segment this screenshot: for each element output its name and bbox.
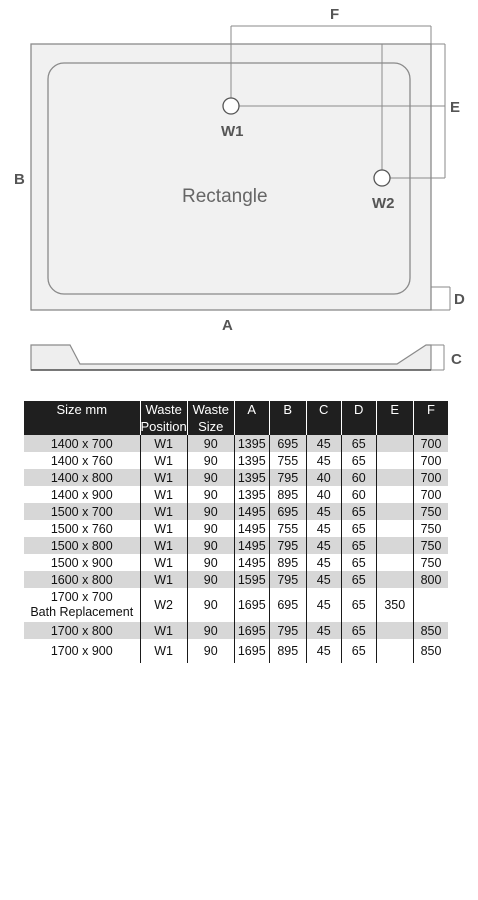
cell-e (376, 537, 413, 554)
cell-pos: W2 (140, 588, 187, 622)
cell-e (376, 520, 413, 537)
cell-size: 1500 x 900 (24, 554, 140, 571)
cell-f: 750 (420, 555, 442, 570)
table-row (24, 520, 448, 537)
cell-c: 40 (306, 486, 341, 503)
cell-size: 1400 x 800 (24, 469, 140, 486)
cell-size: 1700 x 800 (24, 622, 140, 639)
table-header-row (24, 401, 448, 435)
cell-c: 45 (306, 435, 341, 452)
cell-wsize: 90 (187, 469, 234, 486)
cell-a: 1695 (234, 622, 269, 639)
cell-wsize: 90 (187, 622, 234, 639)
table-row (24, 452, 448, 469)
cell-c: 45 (306, 571, 341, 588)
cell-pos: W1 (140, 537, 187, 554)
cell-d: 65 (341, 435, 376, 452)
header-b: B (269, 401, 306, 435)
cell-wsize: 90 (187, 452, 234, 469)
cell-d: 65 (341, 452, 376, 469)
header-c: C (306, 401, 341, 435)
table-row (24, 588, 448, 622)
cell-pos: W1 (140, 571, 187, 588)
cell-a: 1395 (234, 452, 269, 469)
header-e: E (376, 401, 413, 435)
cell-d: 60 (341, 486, 376, 503)
cell-wsize: 90 (187, 588, 234, 622)
cell-b: 795 (269, 469, 306, 486)
cell-pos: W1 (140, 452, 187, 469)
dim-label-f: F (330, 6, 340, 23)
cell-e (376, 452, 413, 469)
table-row (24, 503, 448, 520)
dim-label-e: E (450, 99, 461, 116)
cell-size: 1500 x 800 (24, 537, 140, 554)
cell-pos: W1 (140, 435, 187, 452)
cell-d: 65 (341, 520, 376, 537)
cell-f: 700 (420, 453, 442, 468)
cell-e (376, 622, 413, 639)
waste-w2-label: W2 (372, 195, 395, 212)
table-row (24, 554, 448, 571)
cell-c: 45 (306, 639, 341, 663)
cell-c: 45 (306, 554, 341, 571)
cell-a: 1495 (234, 554, 269, 571)
cell-wsize: 90 (187, 520, 234, 537)
cell-f: 850 (413, 622, 448, 639)
cell-b: 755 (269, 520, 306, 537)
header-a: A (234, 401, 269, 435)
cell-wsize: 90 (187, 435, 234, 452)
cell-pos: W1 (140, 622, 187, 639)
cell-e (376, 486, 413, 503)
cell-size: 1500 x 760 (24, 520, 140, 537)
cell-pos: W1 (140, 469, 187, 486)
cell-b: 695 (269, 435, 306, 452)
cell-f (413, 588, 448, 622)
cell-wsize: 90 (187, 639, 234, 663)
header-f: F (413, 401, 448, 435)
table-row (24, 571, 448, 588)
cell-c: 45 (306, 537, 341, 554)
dim-label-b: B (14, 171, 25, 188)
table-row (24, 486, 448, 503)
cell-wsize: 90 (187, 486, 234, 503)
cell-size: 1700 x 900 (24, 639, 140, 663)
cell-e: 350 (376, 588, 413, 622)
cell-size: 1400 x 900 (24, 486, 140, 503)
cell-b: 895 (269, 554, 306, 571)
cell-b: 795 (269, 537, 306, 554)
table-row (24, 435, 448, 452)
cell-a: 1395 (234, 469, 269, 486)
cell-a: 1695 (234, 588, 269, 622)
cell-b: 795 (269, 571, 306, 588)
cell-f: 800 (413, 571, 448, 588)
cell-a: 1495 (234, 520, 269, 537)
cell-a: 1695 (234, 639, 269, 663)
cell-wsize: 90 (187, 537, 234, 554)
cell-a: 1595 (234, 571, 269, 588)
cell-a: 1495 (234, 537, 269, 554)
table-body (24, 435, 448, 663)
cell-e (376, 435, 413, 452)
cell-d: 65 (341, 639, 376, 663)
table-row (24, 469, 448, 486)
header-waste-position: Waste Position (140, 402, 187, 434)
cell-d: 65 (341, 588, 376, 622)
cell-b: 755 (269, 452, 306, 469)
shape-name-label: Rectangle (182, 186, 268, 207)
dim-label-a: A (222, 317, 233, 334)
cell-pos: W1 (140, 520, 187, 537)
table-row (24, 639, 448, 663)
cell-a: 1395 (234, 435, 269, 452)
header-d: D (341, 401, 376, 435)
cell-pos: W1 (140, 639, 187, 663)
waste-w1-label: W1 (221, 123, 244, 140)
waste-w2-icon (374, 170, 390, 186)
cell-a: 1395 (234, 486, 269, 503)
cell-size: 1400 x 760 (24, 452, 140, 469)
cell-size: 1700 x 700 Bath Replacement (24, 588, 140, 622)
cell-pos: W1 (140, 503, 187, 520)
cell-pos: W1 (140, 554, 187, 571)
cell-d: 65 (341, 537, 376, 554)
cell-b: 695 (269, 588, 306, 622)
cell-d: 65 (341, 622, 376, 639)
cell-pos: W1 (140, 486, 187, 503)
cell-size: 1600 x 800 (24, 571, 140, 588)
cell-d: 65 (341, 571, 376, 588)
cell-c: 45 (306, 503, 341, 520)
cell-e (376, 639, 413, 663)
cell-d: 65 (341, 554, 376, 571)
cell-size: 1500 x 700 (24, 503, 140, 520)
cell-f: 850 (420, 644, 442, 658)
cell-b: 895 (269, 639, 306, 663)
header-size: Size mm (24, 401, 140, 435)
dim-label-c: C (451, 351, 462, 368)
cell-f: 750 (413, 537, 448, 554)
cell-wsize: 90 (187, 503, 234, 520)
cell-c: 45 (306, 520, 341, 537)
dim-label-d: D (454, 291, 465, 308)
header-waste-size: Waste Size (187, 401, 234, 435)
cell-e (376, 503, 413, 520)
cell-e (376, 554, 413, 571)
cell-e (376, 571, 413, 588)
cell-f: 700 (413, 469, 448, 486)
cell-e (376, 469, 413, 486)
cell-c: 45 (306, 622, 341, 639)
waste-w1-icon (223, 98, 239, 114)
cell-wsize: 90 (187, 571, 234, 588)
size-spec-table (24, 401, 448, 663)
cell-b: 895 (269, 486, 306, 503)
cell-c: 45 (306, 452, 341, 469)
cell-d: 65 (341, 503, 376, 520)
cell-d: 60 (341, 469, 376, 486)
cell-c: 40 (306, 469, 341, 486)
cell-f: 750 (413, 503, 448, 520)
tray-profile (31, 345, 431, 370)
shower-tray-diagram (0, 0, 478, 390)
cell-b: 695 (269, 503, 306, 520)
cell-wsize: 90 (187, 554, 234, 571)
cell-f: 700 (413, 435, 448, 452)
table-row (24, 622, 448, 639)
cell-f: 750 (420, 521, 442, 536)
cell-a: 1495 (234, 503, 269, 520)
table-row (24, 537, 448, 554)
cell-f: 700 (420, 487, 442, 502)
cell-b: 795 (269, 622, 306, 639)
cell-size: 1400 x 700 (24, 435, 140, 452)
cell-c: 45 (306, 588, 341, 622)
